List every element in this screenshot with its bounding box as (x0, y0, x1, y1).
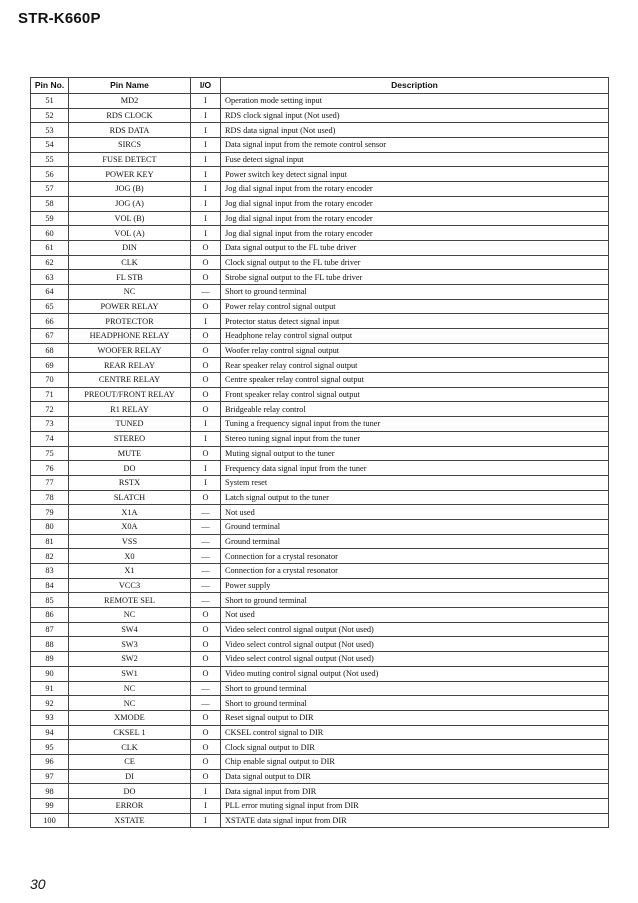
description-cell: Jog dial signal input from the rotary encoder (221, 226, 609, 241)
description-cell: CKSEL control signal to DIR (221, 725, 609, 740)
pin-number-cell: 97 (31, 769, 69, 784)
description-cell: Video select control signal output (Not used) (221, 622, 609, 637)
pin-number-cell: 99 (31, 799, 69, 814)
io-cell: O (191, 240, 221, 255)
description-cell: Video muting control signal output (Not used) (221, 666, 609, 681)
table-body (31, 94, 609, 828)
io-cell: I (191, 799, 221, 814)
description-cell: Jog dial signal input from the rotary encoder (221, 182, 609, 197)
description-cell: Clock signal output to the FL tube driver (221, 255, 609, 270)
pin-name-cell: DO (69, 784, 191, 799)
table-row (31, 123, 609, 138)
pin-name-cell: TUNED (69, 417, 191, 432)
io-cell: O (191, 769, 221, 784)
io-cell: I (191, 108, 221, 123)
table-row (31, 754, 609, 769)
description-cell: Muting signal output to the tuner (221, 446, 609, 461)
description-cell: Fuse detect signal input (221, 152, 609, 167)
table-row (31, 769, 609, 784)
pin-number-cell: 74 (31, 431, 69, 446)
table-row (31, 329, 609, 344)
pin-number-cell: 65 (31, 299, 69, 314)
io-cell: I (191, 417, 221, 432)
pin-number-cell: 91 (31, 681, 69, 696)
io-cell: O (191, 622, 221, 637)
table-row (31, 740, 609, 755)
table-row (31, 446, 609, 461)
pin-name-cell: WOOFER RELAY (69, 343, 191, 358)
description-cell: Data signal input from DIR (221, 784, 609, 799)
table-row (31, 622, 609, 637)
pin-name-cell: SIRCS (69, 138, 191, 153)
table-row (31, 461, 609, 476)
column-header-description: Description (221, 78, 609, 94)
pin-number-cell: 90 (31, 666, 69, 681)
io-cell: — (191, 578, 221, 593)
pin-number-cell: 69 (31, 358, 69, 373)
table-row (31, 226, 609, 241)
pin-number-cell: 60 (31, 226, 69, 241)
table-header-row (31, 78, 609, 94)
pin-number-cell: 62 (31, 255, 69, 270)
pin-number-cell: 67 (31, 329, 69, 344)
io-cell: — (191, 505, 221, 520)
description-cell: RDS data signal input (Not used) (221, 123, 609, 138)
pin-name-cell: R1 RELAY (69, 402, 191, 417)
io-cell: — (191, 549, 221, 564)
table-row (31, 152, 609, 167)
description-cell: Power relay control signal output (221, 299, 609, 314)
io-cell: O (191, 270, 221, 285)
pin-number-cell: 58 (31, 196, 69, 211)
table-row (31, 710, 609, 725)
column-header-pin-no: Pin No. (31, 78, 69, 94)
io-cell: I (191, 196, 221, 211)
description-cell: Stereo tuning signal input from the tuner (221, 431, 609, 446)
pin-name-cell: X0 (69, 549, 191, 564)
description-cell: Protector status detect signal input (221, 314, 609, 329)
pin-name-cell: POWER KEY (69, 167, 191, 182)
description-cell: Headphone relay control signal output (221, 329, 609, 344)
pin-number-cell: 88 (31, 637, 69, 652)
pin-name-cell: DI (69, 769, 191, 784)
pin-number-cell: 72 (31, 402, 69, 417)
column-header-pin-name: Pin Name (69, 78, 191, 94)
description-cell: Data signal output to the FL tube driver (221, 240, 609, 255)
io-cell: — (191, 284, 221, 299)
io-cell: O (191, 666, 221, 681)
pin-name-cell: MD2 (69, 94, 191, 109)
pin-number-cell: 70 (31, 373, 69, 388)
io-cell: O (191, 490, 221, 505)
io-cell: O (191, 652, 221, 667)
pin-name-cell: CE (69, 754, 191, 769)
description-cell: Front speaker relay control signal output (221, 387, 609, 402)
table-row (31, 167, 609, 182)
pin-number-cell: 82 (31, 549, 69, 564)
page-number: 30 (30, 876, 46, 892)
io-cell: I (191, 167, 221, 182)
description-cell: Chip enable signal output to DIR (221, 754, 609, 769)
pin-number-cell: 85 (31, 593, 69, 608)
pin-number-cell: 66 (31, 314, 69, 329)
pin-name-cell: SW1 (69, 666, 191, 681)
table-row (31, 475, 609, 490)
description-cell: Short to ground terminal (221, 593, 609, 608)
table-row (31, 637, 609, 652)
pin-number-cell: 53 (31, 123, 69, 138)
io-cell: O (191, 754, 221, 769)
io-cell: O (191, 329, 221, 344)
io-cell: O (191, 255, 221, 270)
description-cell: Not used (221, 505, 609, 520)
pin-name-cell: ERROR (69, 799, 191, 814)
table-row (31, 373, 609, 388)
description-cell: Bridgeable relay control (221, 402, 609, 417)
table-row (31, 196, 609, 211)
pin-name-cell: X1A (69, 505, 191, 520)
description-cell: PLL error muting signal input from DIR (221, 799, 609, 814)
io-cell: — (191, 519, 221, 534)
pin-number-cell: 59 (31, 211, 69, 226)
pin-name-cell: JOG (B) (69, 182, 191, 197)
pin-number-cell: 89 (31, 652, 69, 667)
pin-number-cell: 84 (31, 578, 69, 593)
pin-name-cell: FL STB (69, 270, 191, 285)
pin-name-cell: RSTX (69, 475, 191, 490)
io-cell: — (191, 681, 221, 696)
pin-number-cell: 98 (31, 784, 69, 799)
description-cell: Connection for a crystal resonator (221, 564, 609, 579)
table-row (31, 578, 609, 593)
table-row (31, 138, 609, 153)
pin-name-cell: NC (69, 284, 191, 299)
description-cell: Data signal input from the remote control sensor (221, 138, 609, 153)
description-cell: Reset signal output to DIR (221, 710, 609, 725)
pin-name-cell: STEREO (69, 431, 191, 446)
pin-number-cell: 80 (31, 519, 69, 534)
pin-description-table (30, 77, 609, 828)
io-cell: O (191, 637, 221, 652)
description-cell: Strobe signal output to the FL tube driver (221, 270, 609, 285)
description-cell: Latch signal output to the tuner (221, 490, 609, 505)
table-row (31, 343, 609, 358)
description-cell: Jog dial signal input from the rotary encoder (221, 211, 609, 226)
pin-name-cell: CKSEL 1 (69, 725, 191, 740)
description-cell: Short to ground terminal (221, 681, 609, 696)
pin-name-cell: REAR RELAY (69, 358, 191, 373)
pin-name-cell: RDS DATA (69, 123, 191, 138)
io-cell: I (191, 138, 221, 153)
table-row (31, 314, 609, 329)
pin-name-cell: X1 (69, 564, 191, 579)
table-row (31, 534, 609, 549)
pin-name-cell: DIN (69, 240, 191, 255)
table-row (31, 608, 609, 623)
pin-name-cell: SLATCH (69, 490, 191, 505)
pin-name-cell: CLK (69, 740, 191, 755)
pin-name-cell: REMOTE SEL (69, 593, 191, 608)
pin-name-cell: CLK (69, 255, 191, 270)
pin-number-cell: 77 (31, 475, 69, 490)
table-row (31, 284, 609, 299)
table-row (31, 431, 609, 446)
description-cell: RDS clock signal input (Not used) (221, 108, 609, 123)
pin-number-cell: 83 (31, 564, 69, 579)
pin-number-cell: 92 (31, 696, 69, 711)
description-cell: Operation mode setting input (221, 94, 609, 109)
description-cell: Woofer relay control signal output (221, 343, 609, 358)
io-cell: — (191, 564, 221, 579)
description-cell: Centre speaker relay control signal output (221, 373, 609, 388)
description-cell: Jog dial signal input from the rotary encoder (221, 196, 609, 211)
table-row (31, 211, 609, 226)
pin-number-cell: 63 (31, 270, 69, 285)
pin-number-cell: 86 (31, 608, 69, 623)
table-row (31, 255, 609, 270)
pin-number-cell: 95 (31, 740, 69, 755)
description-cell: Frequency data signal input from the tuner (221, 461, 609, 476)
io-cell: O (191, 373, 221, 388)
description-cell: Short to ground terminal (221, 284, 609, 299)
table-row (31, 417, 609, 432)
pin-number-cell: 61 (31, 240, 69, 255)
pin-number-cell: 55 (31, 152, 69, 167)
table-row (31, 799, 609, 814)
io-cell: O (191, 446, 221, 461)
pin-name-cell: VOL (B) (69, 211, 191, 226)
pin-name-cell: SW3 (69, 637, 191, 652)
io-cell: — (191, 696, 221, 711)
table-row (31, 108, 609, 123)
table-row (31, 182, 609, 197)
io-cell: I (191, 314, 221, 329)
pin-name-cell: MUTE (69, 446, 191, 461)
table-row (31, 784, 609, 799)
io-cell: I (191, 784, 221, 799)
io-cell: I (191, 94, 221, 109)
io-cell: O (191, 725, 221, 740)
description-cell: Clock signal output to DIR (221, 740, 609, 755)
pin-name-cell: PROTECTOR (69, 314, 191, 329)
description-cell: Short to ground terminal (221, 696, 609, 711)
pin-number-cell: 87 (31, 622, 69, 637)
pin-name-cell: XMODE (69, 710, 191, 725)
pin-name-cell: SW4 (69, 622, 191, 637)
io-cell: I (191, 475, 221, 490)
pin-number-cell: 52 (31, 108, 69, 123)
description-cell: Not used (221, 608, 609, 623)
table-row (31, 666, 609, 681)
pin-name-cell: VCC3 (69, 578, 191, 593)
table-row (31, 652, 609, 667)
pin-name-cell: NC (69, 681, 191, 696)
pin-name-cell: DO (69, 461, 191, 476)
pin-number-cell: 73 (31, 417, 69, 432)
io-cell: I (191, 211, 221, 226)
pin-number-cell: 75 (31, 446, 69, 461)
pin-number-cell: 100 (31, 813, 69, 828)
pin-number-cell: 54 (31, 138, 69, 153)
description-cell: Connection for a crystal resonator (221, 549, 609, 564)
table-row (31, 490, 609, 505)
pin-number-cell: 96 (31, 754, 69, 769)
description-cell: Data signal output to DIR (221, 769, 609, 784)
table-row (31, 549, 609, 564)
pin-number-cell: 78 (31, 490, 69, 505)
description-cell: Video select control signal output (Not used) (221, 637, 609, 652)
pin-name-cell: CENTRE RELAY (69, 373, 191, 388)
description-cell: Tuning a frequency signal input from the tuner (221, 417, 609, 432)
table-row (31, 299, 609, 314)
pin-number-cell: 71 (31, 387, 69, 402)
pin-name-cell: POWER RELAY (69, 299, 191, 314)
io-cell: O (191, 358, 221, 373)
column-header-io: I/O (191, 78, 221, 94)
description-cell: Power supply (221, 578, 609, 593)
description-cell: Ground terminal (221, 519, 609, 534)
pin-number-cell: 94 (31, 725, 69, 740)
io-cell: I (191, 182, 221, 197)
io-cell: O (191, 387, 221, 402)
io-cell: — (191, 534, 221, 549)
table-row (31, 696, 609, 711)
pin-name-cell: SW2 (69, 652, 191, 667)
table-row (31, 813, 609, 828)
description-cell: Power switch key detect signal input (221, 167, 609, 182)
pin-name-cell: X0A (69, 519, 191, 534)
io-cell: O (191, 740, 221, 755)
pin-name-cell: NC (69, 696, 191, 711)
io-cell: I (191, 431, 221, 446)
pin-name-cell: JOG (A) (69, 196, 191, 211)
io-cell: I (191, 461, 221, 476)
io-cell: O (191, 608, 221, 623)
description-cell: Ground terminal (221, 534, 609, 549)
pin-number-cell: 76 (31, 461, 69, 476)
io-cell: O (191, 299, 221, 314)
table-row (31, 358, 609, 373)
pin-name-cell: VSS (69, 534, 191, 549)
table-row (31, 94, 609, 109)
io-cell: — (191, 593, 221, 608)
io-cell: I (191, 226, 221, 241)
table-row (31, 725, 609, 740)
pin-name-cell: VOL (A) (69, 226, 191, 241)
table-row (31, 564, 609, 579)
pin-name-cell: XSTATE (69, 813, 191, 828)
io-cell: O (191, 402, 221, 417)
pin-name-cell: HEADPHONE RELAY (69, 329, 191, 344)
description-cell: XSTATE data signal input from DIR (221, 813, 609, 828)
pin-number-cell: 93 (31, 710, 69, 725)
pin-number-cell: 57 (31, 182, 69, 197)
pin-number-cell: 81 (31, 534, 69, 549)
pin-number-cell: 51 (31, 94, 69, 109)
table-row (31, 270, 609, 285)
table-row (31, 519, 609, 534)
pin-name-cell: NC (69, 608, 191, 623)
description-cell: Rear speaker relay control signal output (221, 358, 609, 373)
pin-name-cell: RDS CLOCK (69, 108, 191, 123)
pin-number-cell: 68 (31, 343, 69, 358)
io-cell: I (191, 123, 221, 138)
model-title: STR-K660P (18, 10, 101, 27)
table-row (31, 387, 609, 402)
table-row (31, 402, 609, 417)
io-cell: O (191, 343, 221, 358)
io-cell: I (191, 813, 221, 828)
table-row (31, 593, 609, 608)
table-row (31, 505, 609, 520)
table-row (31, 681, 609, 696)
pin-number-cell: 56 (31, 167, 69, 182)
io-cell: I (191, 152, 221, 167)
io-cell: O (191, 710, 221, 725)
description-cell: System reset (221, 475, 609, 490)
table-row (31, 240, 609, 255)
pin-number-cell: 64 (31, 284, 69, 299)
pin-name-cell: PREOUT/FRONT RELAY (69, 387, 191, 402)
pin-name-cell: FUSE DETECT (69, 152, 191, 167)
description-cell: Video select control signal output (Not used) (221, 652, 609, 667)
pin-number-cell: 79 (31, 505, 69, 520)
